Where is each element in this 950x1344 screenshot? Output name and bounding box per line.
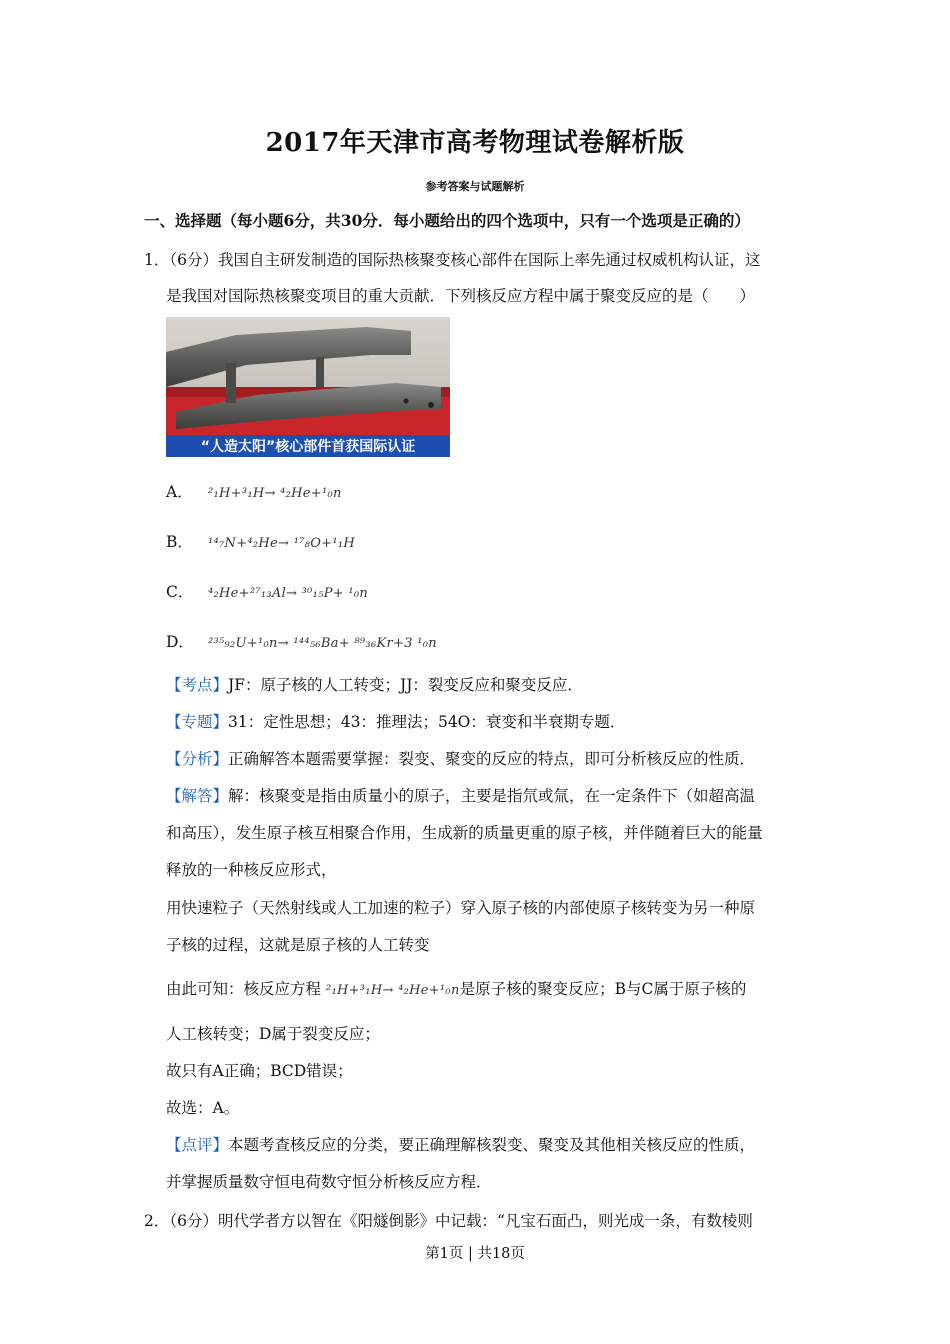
fusion-component-photo <box>166 317 450 457</box>
photo-caption: “人造太阳”核心部件首获国际认证 <box>200 439 416 455</box>
zhuanti-tag: 【专题】 <box>166 713 229 731</box>
option-b-label: B． <box>166 533 193 551</box>
jieda-line5: 子核的过程，这就是原子核的人工转变 <box>166 936 430 954</box>
page-title: 2017年天津市高考物理试卷解析版 <box>265 128 685 158</box>
option-a-equation: ²₁H+³₁H→ ⁴₂He+¹₀n <box>208 486 342 501</box>
jieda-line6-pre: 由此可知：核反应方程 <box>166 980 326 998</box>
jieda-row <box>166 784 755 806</box>
kaodian-tag: 【考点】 <box>166 676 229 694</box>
question1-line2: 是我国对国际热核聚变项目的重大贡献．下列核反应方程中属于聚变反应的是（ ） <box>166 287 756 305</box>
option-a <box>166 480 342 502</box>
jieda-line7: 人工核转变；D属于裂变反应； <box>166 1025 380 1043</box>
jieda-line8: 故只有A正确；BCD错误； <box>166 1062 353 1080</box>
option-d <box>166 630 437 652</box>
option-b <box>166 530 355 552</box>
fenxi-row <box>166 747 755 769</box>
question1-line1: 1．（6分）我国自主研发制造的国际热核聚变核心部件在国际上率先通过权威机构认证，这 <box>144 251 761 269</box>
dianping-line2: 并掌握质量数守恒电荷数守恒分析核反应方程． <box>166 1173 492 1191</box>
fusion-component-image <box>166 317 450 457</box>
jieda-line1: 解：核聚变是指由质量小的原子，主要是指氘或氚，在一定条件下（如超高温 <box>228 787 756 805</box>
question2-line1: 2．（6分）明代学者方以智在《阳燧倒影》中记载：“凡宝石面凸，则光成一条，有数棱则 <box>144 1212 753 1230</box>
kaodian-row <box>166 673 583 695</box>
dianping-line1: 本题考查核反应的分类，要正确理解核裂变、聚变及其他相关核反应的性质， <box>228 1136 756 1154</box>
jieda-line6-post: 是原子核的聚变反应；B与C属于原子核的 <box>459 980 747 998</box>
page-subtitle: 参考答案与试题解析 <box>425 180 525 193</box>
zhuanti-row <box>166 710 625 732</box>
option-c <box>166 580 368 602</box>
option-b-equation: ¹⁴₇N+⁴₂He→ ¹⁷₈O+¹₁H <box>208 536 356 551</box>
fenxi-text: 正确解答本题需要掌握：裂变、聚变的反应的特点，即可分析核反应的性质． <box>228 750 756 768</box>
option-d-equation: ²³⁵₉₂U+¹₀n→ ¹⁴⁴₅₆Ba+ ⁸⁹₃₆Kr+3 ¹₀n <box>208 636 437 651</box>
dianping-tag: 【点评】 <box>166 1136 229 1154</box>
option-c-equation: ⁴₂He+²⁷₁₃Al→ ³⁰₁₅P+ ¹₀n <box>208 586 369 601</box>
section-heading: 一、选择题（每小题6分，共30分．每小题给出的四个选项中，只有一个选项是正确的） <box>144 211 750 230</box>
jieda-line9: 故选：A。 <box>166 1099 240 1117</box>
fenxi-tag: 【分析】 <box>166 750 229 768</box>
kaodian-text: JF：原子核的人工转变；JJ：裂变反应和聚变反应． <box>228 676 583 694</box>
jieda-line4: 用快速粒子（天然射线或人工加速的粒子）穿入原子核的内部使原子核转变为另一种原 <box>166 899 756 917</box>
dianping-row <box>166 1133 755 1155</box>
page-footer: 第1页 | 共18页 <box>425 1246 525 1262</box>
jieda-line6-equation: ²₁H+³₁H→ ⁴₂He+¹₀n <box>325 983 460 998</box>
jieda-tag: 【解答】 <box>166 787 229 805</box>
option-c-label: C． <box>166 583 194 601</box>
option-a-label: A． <box>166 483 193 501</box>
option-d-label: D． <box>166 633 194 651</box>
jieda-line3: 释放的一种核反应形式， <box>166 861 337 879</box>
zhuanti-text: 31：定性思想；43：推理法；54O：衰变和半衰期专题． <box>228 713 626 731</box>
jieda-line2: 和高压），发生原子核互相聚合作用，生成新的质量更重的原子核，并伴随着巨大的能量 <box>166 824 763 842</box>
jieda-line6 <box>166 977 746 999</box>
